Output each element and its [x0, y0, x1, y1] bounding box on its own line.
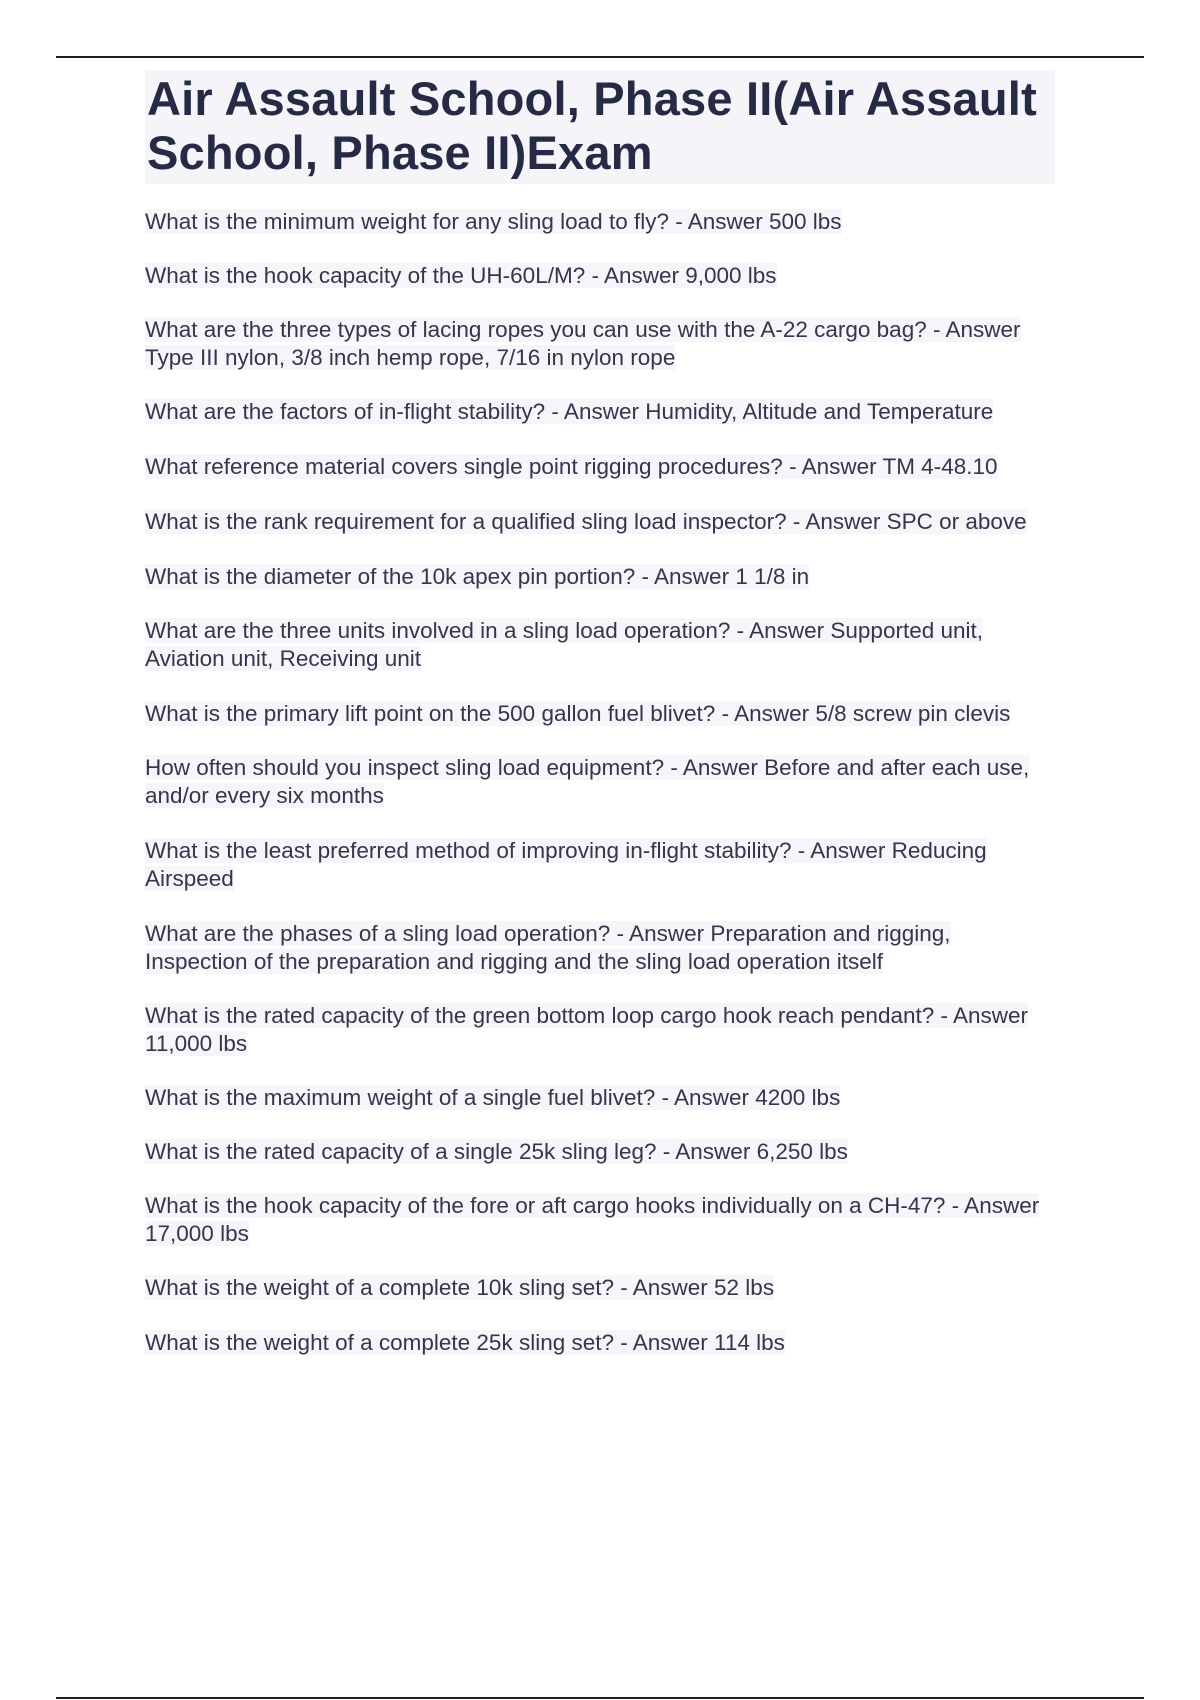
qa-item	[145, 208, 1055, 236]
qa-text: What is the diameter of the 10k apex pin portion? - Answer 1 1/8 in	[145, 564, 810, 589]
qa-text: What is the maximum weight of a single fuel blivet? - Answer 4200 lbs	[145, 1085, 841, 1110]
qa-item	[145, 563, 1055, 591]
bottom-rule	[56, 1697, 1144, 1699]
qa-text: What is the hook capacity of the UH-60L/M? - Answer 9,000 lbs	[145, 263, 777, 288]
qa-item	[145, 316, 1055, 372]
qa-text: What are the phases of a sling load operation? - Answer Preparation and rigging, Inspection of the preparation and rigging and the sling load operation itself	[145, 921, 951, 974]
qa-item	[145, 1084, 1055, 1112]
qa-text: What is the rated capacity of a single 25k sling leg? - Answer 6,250 lbs	[145, 1139, 848, 1164]
qa-text: What is the minimum weight for any sling load to fly? - Answer 500 lbs	[145, 209, 842, 234]
qa-item	[145, 508, 1055, 536]
qa-item	[145, 398, 1055, 426]
document-body	[145, 70, 1055, 1357]
qa-item	[145, 920, 1055, 976]
qa-text: What is the weight of a complete 10k sling set? - Answer 52 lbs	[145, 1275, 775, 1300]
qa-item	[145, 837, 1055, 893]
qa-item	[145, 617, 1055, 673]
qa-text: What is the rank requirement for a qualified sling load inspector? - Answer SPC or above	[145, 509, 1027, 534]
qa-item	[145, 1329, 1055, 1357]
qa-text: What are the three units involved in a sling load operation? - Answer Supported unit, Aviation unit, Receiving unit	[145, 618, 984, 671]
qa-text: What are the three types of lacing ropes you can use with the A-22 cargo bag? - Answer Type III nylon, 3/8 inch hemp rope, 7/16 in nylon rope	[145, 317, 1021, 370]
qa-text: What is the hook capacity of the fore or aft cargo hooks individually on a CH-47? - Answer 17,000 lbs	[145, 1193, 1040, 1246]
qa-item	[145, 1274, 1055, 1302]
qa-text: How often should you inspect sling load equipment? - Answer Before and after each use, and/or every six months	[145, 755, 1030, 808]
top-rule	[56, 56, 1144, 58]
qa-item	[145, 700, 1055, 728]
qa-list	[145, 208, 1055, 1357]
qa-text: What is the rated capacity of the green bottom loop cargo hook reach pendant? - Answer 11,000 lbs	[145, 1003, 1029, 1056]
qa-text: What is the weight of a complete 25k sling set? - Answer 114 lbs	[145, 1330, 785, 1355]
qa-text: What reference material covers single point rigging procedures? - Answer TM 4-48.10	[145, 454, 998, 479]
document-title: Air Assault School, Phase II(Air Assault School, Phase II)Exam	[145, 70, 1055, 184]
qa-item	[145, 1138, 1055, 1166]
qa-text: What is the least preferred method of improving in-flight stability? - Answer Reducing Airspeed	[145, 838, 987, 891]
qa-item	[145, 453, 1055, 481]
qa-text: What is the primary lift point on the 500 gallon fuel blivet? - Answer 5/8 screw pin clevis	[145, 701, 1011, 726]
qa-item	[145, 1192, 1055, 1248]
qa-item	[145, 1002, 1055, 1058]
qa-text: What are the factors of in-flight stability? - Answer Humidity, Altitude and Temperature	[145, 399, 994, 424]
qa-item	[145, 754, 1055, 810]
qa-item	[145, 262, 1055, 290]
